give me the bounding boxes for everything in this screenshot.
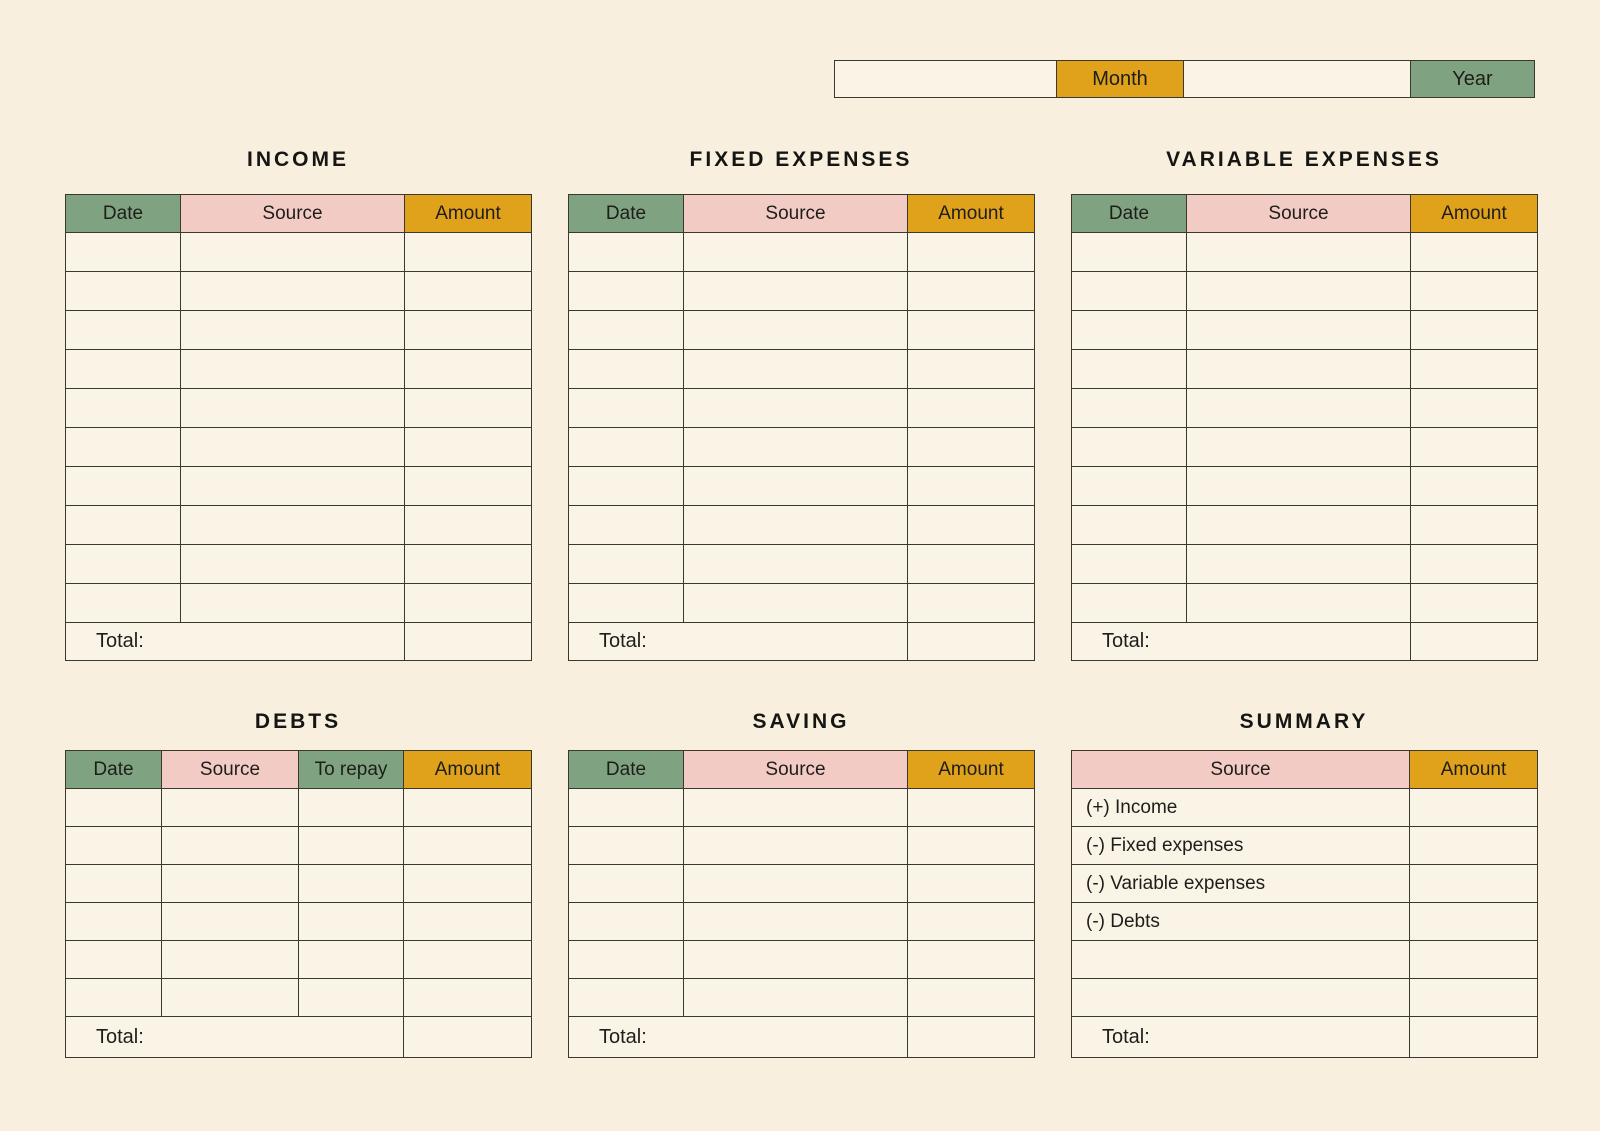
income-total-label: Total:: [66, 623, 405, 661]
variable-expenses-r1-amount-cell[interactable]: [1411, 233, 1538, 272]
income-row: [66, 272, 532, 311]
income-header-amount: Amount: [405, 195, 532, 233]
saving-r6-source-cell[interactable]: [684, 979, 908, 1017]
variable-expenses-row: [1072, 467, 1538, 506]
income-r6-source-cell[interactable]: [181, 428, 405, 467]
saving-total-amount-cell[interactable]: [908, 1017, 1035, 1058]
debts-r3-date-cell[interactable]: [66, 865, 162, 903]
debts-r4-source-cell[interactable]: [162, 903, 299, 941]
income-row: [66, 467, 532, 506]
variable-expenses-r1-source-cell[interactable]: [1187, 233, 1411, 272]
fixed-expenses-header-source: Source: [684, 195, 908, 233]
fixed-expenses-row: [569, 584, 1035, 623]
fixed-expenses-r7-date-cell[interactable]: [569, 467, 684, 506]
saving-r3-source-cell[interactable]: [684, 865, 908, 903]
variable-expenses-row: [1072, 428, 1538, 467]
saving-r1-source-cell[interactable]: [684, 789, 908, 827]
fixed-expenses-row: [569, 389, 1035, 428]
fixed-expenses-r4-amount-cell[interactable]: [908, 350, 1035, 389]
saving-r2-source-cell[interactable]: [684, 827, 908, 865]
saving-r5-source-cell[interactable]: [684, 941, 908, 979]
variable-expenses-row: [1072, 584, 1538, 623]
fixed-expenses-row: [569, 428, 1035, 467]
fixed-expenses-r5-date-cell[interactable]: [569, 389, 684, 428]
variable-expenses-r5-amount-cell[interactable]: [1411, 389, 1538, 428]
income-r9-date-cell[interactable]: [66, 545, 181, 584]
variable-expenses-row: [1072, 311, 1538, 350]
income-r2-source-cell[interactable]: [181, 272, 405, 311]
fixed-expenses-total-amount-cell[interactable]: [908, 623, 1035, 661]
variable-expenses-header-source: Source: [1187, 195, 1411, 233]
income-r9-source-cell[interactable]: [181, 545, 405, 584]
summary-header-source: Source: [1072, 751, 1410, 789]
variable-expenses-r8-date-cell[interactable]: [1072, 506, 1187, 545]
debts-r6-date-cell[interactable]: [66, 979, 162, 1017]
fixed-expenses-row: [569, 311, 1035, 350]
saving-row: [569, 789, 1035, 827]
debts-header-source: Source: [162, 751, 299, 789]
saving-section: [568, 710, 1034, 1058]
saving-row: [569, 903, 1035, 941]
income-header-source: Source: [181, 195, 405, 233]
variable-expenses-table: [1071, 194, 1538, 661]
saving-header-amount: Amount: [908, 751, 1035, 789]
summary-r1-amount-cell[interactable]: [1410, 789, 1538, 827]
summary-r3-amount-cell[interactable]: [1410, 865, 1538, 903]
debts-r6-to-repay-cell[interactable]: [299, 979, 404, 1017]
income-table-host: [65, 194, 531, 661]
variable-expenses-r2-amount-cell[interactable]: [1411, 272, 1538, 311]
summary-r5-source-cell[interactable]: [1072, 941, 1410, 979]
debts-total-amount-cell[interactable]: [404, 1017, 532, 1058]
variable-expenses-r3-date-cell[interactable]: [1072, 311, 1187, 350]
fixed-expenses-r10-source-cell[interactable]: [684, 584, 908, 623]
debts-r2-amount-cell[interactable]: [404, 827, 532, 865]
debts-section: [65, 710, 531, 1058]
debts-row: [66, 827, 532, 865]
variable-expenses-r2-source-cell[interactable]: [1187, 272, 1411, 311]
saving-r6-amount-cell[interactable]: [908, 979, 1035, 1017]
summary-row: [1072, 903, 1538, 941]
variable-expenses-r7-date-cell[interactable]: [1072, 467, 1187, 506]
income-r4-amount-cell[interactable]: [405, 350, 532, 389]
fixed-expenses-row: [569, 272, 1035, 311]
summary-row: [1072, 865, 1538, 903]
variable-expenses-r6-date-cell[interactable]: [1072, 428, 1187, 467]
debts-row: [66, 903, 532, 941]
saving-row: [569, 865, 1035, 903]
debts-row: [66, 941, 532, 979]
income-r7-date-cell[interactable]: [66, 467, 181, 506]
saving-r3-amount-cell[interactable]: [908, 865, 1035, 903]
summary-table: [1071, 750, 1538, 1058]
fixed-expenses-section: [568, 148, 1034, 661]
variable-expenses-row: [1072, 506, 1538, 545]
debts-r3-to-repay-cell[interactable]: [299, 865, 404, 903]
debts-r4-amount-cell[interactable]: [404, 903, 532, 941]
summary-section: [1071, 710, 1537, 1058]
fixed-expenses-r3-amount-cell[interactable]: [908, 311, 1035, 350]
fixed-expenses-r2-date-cell[interactable]: [569, 272, 684, 311]
summary-row: [1072, 941, 1538, 979]
variable-expenses-title: VARIABLE EXPENSES: [1166, 148, 1442, 171]
income-row: [66, 311, 532, 350]
fixed-expenses-total-row: [569, 623, 1035, 661]
income-r7-source-cell[interactable]: [181, 467, 405, 506]
debts-r5-amount-cell[interactable]: [404, 941, 532, 979]
variable-expenses-r9-source-cell[interactable]: [1187, 545, 1411, 584]
variable-expenses-r9-date-cell[interactable]: [1072, 545, 1187, 584]
fixed-expenses-r1-date-cell[interactable]: [569, 233, 684, 272]
month-year-bar: [834, 60, 1535, 98]
fixed-expenses-row: [569, 233, 1035, 272]
debts-r5-to-repay-cell[interactable]: [299, 941, 404, 979]
income-row: [66, 233, 532, 272]
fixed-expenses-r3-date-cell[interactable]: [569, 311, 684, 350]
variable-expenses-r10-amount-cell[interactable]: [1411, 584, 1538, 623]
debts-r4-to-repay-cell[interactable]: [299, 903, 404, 941]
fixed-expenses-r6-amount-cell[interactable]: [908, 428, 1035, 467]
saving-r4-date-cell[interactable]: [569, 903, 684, 941]
saving-total-label: Total:: [569, 1017, 908, 1058]
fixed-expenses-r1-amount-cell[interactable]: [908, 233, 1035, 272]
variable-expenses-total-row: [1072, 623, 1538, 661]
summary-r6-amount-cell[interactable]: [1410, 979, 1538, 1017]
variable-expenses-row: [1072, 545, 1538, 584]
income-r10-date-cell[interactable]: [66, 584, 181, 623]
variable-expenses-row: [1072, 233, 1538, 272]
income-title: INCOME: [247, 148, 349, 171]
variable-expenses-r3-source-cell[interactable]: [1187, 311, 1411, 350]
summary-r4-amount-cell[interactable]: [1410, 903, 1538, 941]
debts-row: [66, 979, 532, 1017]
fixed-expenses-r8-source-cell[interactable]: [684, 506, 908, 545]
saving-row: [569, 941, 1035, 979]
income-r1-amount-cell[interactable]: [405, 233, 532, 272]
debts-r1-source-cell[interactable]: [162, 789, 299, 827]
variable-expenses-row: [1072, 389, 1538, 428]
debts-r2-date-cell[interactable]: [66, 827, 162, 865]
fixed-expenses-row: [569, 467, 1035, 506]
summary-table-host: [1071, 750, 1537, 1058]
debts-table: [65, 750, 532, 1058]
fixed-expenses-r9-amount-cell[interactable]: [908, 545, 1035, 584]
income-r2-amount-cell[interactable]: [405, 272, 532, 311]
income-r1-date-cell[interactable]: [66, 233, 181, 272]
summary-r2-amount-cell[interactable]: [1410, 827, 1538, 865]
variable-expenses-header-date: Date: [1072, 195, 1187, 233]
income-r8-date-cell[interactable]: [66, 506, 181, 545]
debts-r1-date-cell[interactable]: [66, 789, 162, 827]
fixed-expenses-r4-date-cell[interactable]: [569, 350, 684, 389]
fixed-expenses-row: [569, 506, 1035, 545]
debts-r1-amount-cell[interactable]: [404, 789, 532, 827]
saving-r3-date-cell[interactable]: [569, 865, 684, 903]
variable-expenses-r2-date-cell[interactable]: [1072, 272, 1187, 311]
summary-total-label: Total:: [1072, 1017, 1410, 1058]
year-label: Year: [1410, 61, 1534, 97]
summary-r6-source-cell[interactable]: [1072, 979, 1410, 1017]
saving-table: [568, 750, 1035, 1058]
income-r3-source-cell[interactable]: [181, 311, 405, 350]
variable-expenses-r10-date-cell[interactable]: [1072, 584, 1187, 623]
summary-r3-source-cell[interactable]: (-) Variable expenses: [1072, 865, 1410, 903]
fixed-expenses-table-host: [568, 194, 1034, 661]
fixed-expenses-r10-amount-cell[interactable]: [908, 584, 1035, 623]
month-label: Month: [1056, 61, 1184, 97]
variable-expenses-r4-source-cell[interactable]: [1187, 350, 1411, 389]
income-r5-amount-cell[interactable]: [405, 389, 532, 428]
fixed-expenses-header-date: Date: [569, 195, 684, 233]
variable-expenses-header-amount: Amount: [1411, 195, 1538, 233]
income-table: [65, 194, 532, 661]
income-r7-amount-cell[interactable]: [405, 467, 532, 506]
income-r5-date-cell[interactable]: [66, 389, 181, 428]
summary-row: [1072, 789, 1538, 827]
debts-r3-amount-cell[interactable]: [404, 865, 532, 903]
income-row: [66, 506, 532, 545]
bottom-sections-row: [65, 710, 1537, 1058]
income-r5-source-cell[interactable]: [181, 389, 405, 428]
debts-r3-source-cell[interactable]: [162, 865, 299, 903]
variable-expenses-r4-date-cell[interactable]: [1072, 350, 1187, 389]
variable-expenses-r5-source-cell[interactable]: [1187, 389, 1411, 428]
variable-expenses-section: [1071, 148, 1537, 661]
saving-r5-amount-cell[interactable]: [908, 941, 1035, 979]
fixed-expenses-table: [568, 194, 1035, 661]
debts-r6-amount-cell[interactable]: [404, 979, 532, 1017]
income-r4-date-cell[interactable]: [66, 350, 181, 389]
debts-row: [66, 789, 532, 827]
saving-r1-date-cell[interactable]: [569, 789, 684, 827]
year-input[interactable]: [1184, 61, 1410, 97]
summary-total-row: [1072, 1017, 1538, 1058]
income-total-row: [66, 623, 532, 661]
fixed-expenses-r1-source-cell[interactable]: [684, 233, 908, 272]
summary-row: [1072, 827, 1538, 865]
summary-title: SUMMARY: [1239, 710, 1369, 733]
fixed-expenses-r8-amount-cell[interactable]: [908, 506, 1035, 545]
variable-expenses-r8-amount-cell[interactable]: [1411, 506, 1538, 545]
summary-r1-source-cell[interactable]: (+) Income: [1072, 789, 1410, 827]
debts-header-amount: Amount: [404, 751, 532, 789]
month-input[interactable]: [835, 61, 1056, 97]
fixed-expenses-r9-source-cell[interactable]: [684, 545, 908, 584]
income-row: [66, 545, 532, 584]
saving-row: [569, 827, 1035, 865]
fixed-expenses-r5-amount-cell[interactable]: [908, 389, 1035, 428]
income-row: [66, 350, 532, 389]
variable-expenses-r1-date-cell[interactable]: [1072, 233, 1187, 272]
saving-r5-date-cell[interactable]: [569, 941, 684, 979]
saving-r2-amount-cell[interactable]: [908, 827, 1035, 865]
saving-r6-date-cell[interactable]: [569, 979, 684, 1017]
variable-expenses-table-host: [1071, 194, 1537, 661]
income-r2-date-cell[interactable]: [66, 272, 181, 311]
summary-header-amount: Amount: [1410, 751, 1538, 789]
debts-r4-date-cell[interactable]: [66, 903, 162, 941]
debts-r5-source-cell[interactable]: [162, 941, 299, 979]
saving-r4-amount-cell[interactable]: [908, 903, 1035, 941]
debts-header-date: Date: [66, 751, 162, 789]
debts-table-host: [65, 750, 531, 1058]
saving-r2-date-cell[interactable]: [569, 827, 684, 865]
variable-expenses-r6-source-cell[interactable]: [1187, 428, 1411, 467]
variable-expenses-r4-amount-cell[interactable]: [1411, 350, 1538, 389]
fixed-expenses-r4-source-cell[interactable]: [684, 350, 908, 389]
income-r3-date-cell[interactable]: [66, 311, 181, 350]
fixed-expenses-r7-source-cell[interactable]: [684, 467, 908, 506]
variable-expenses-total-amount-cell[interactable]: [1411, 623, 1538, 661]
fixed-expenses-r3-source-cell[interactable]: [684, 311, 908, 350]
income-r8-source-cell[interactable]: [181, 506, 405, 545]
fixed-expenses-r7-amount-cell[interactable]: [908, 467, 1035, 506]
saving-r4-source-cell[interactable]: [684, 903, 908, 941]
saving-total-row: [569, 1017, 1035, 1058]
fixed-expenses-r8-date-cell[interactable]: [569, 506, 684, 545]
fixed-expenses-r9-date-cell[interactable]: [569, 545, 684, 584]
debts-r1-to-repay-cell[interactable]: [299, 789, 404, 827]
income-section: [65, 148, 531, 661]
income-r10-source-cell[interactable]: [181, 584, 405, 623]
summary-r4-source-cell[interactable]: (-) Debts: [1072, 903, 1410, 941]
saving-table-host: [568, 750, 1034, 1058]
variable-expenses-r9-amount-cell[interactable]: [1411, 545, 1538, 584]
fixed-expenses-title: FIXED EXPENSES: [689, 148, 913, 171]
fixed-expenses-header-amount: Amount: [908, 195, 1035, 233]
variable-expenses-r7-source-cell[interactable]: [1187, 467, 1411, 506]
debts-total-label: Total:: [66, 1017, 404, 1058]
income-row: [66, 389, 532, 428]
variable-expenses-r7-amount-cell[interactable]: [1411, 467, 1538, 506]
income-r10-amount-cell[interactable]: [405, 584, 532, 623]
fixed-expenses-r5-source-cell[interactable]: [684, 389, 908, 428]
fixed-expenses-row: [569, 350, 1035, 389]
top-sections-row: [65, 148, 1537, 661]
variable-expenses-r5-date-cell[interactable]: [1072, 389, 1187, 428]
saving-title: SAVING: [752, 710, 850, 733]
fixed-expenses-r10-date-cell[interactable]: [569, 584, 684, 623]
income-r4-source-cell[interactable]: [181, 350, 405, 389]
variable-expenses-row: [1072, 272, 1538, 311]
debts-header-to-repay: To repay: [299, 751, 404, 789]
income-r3-amount-cell[interactable]: [405, 311, 532, 350]
income-row: [66, 584, 532, 623]
income-r6-date-cell[interactable]: [66, 428, 181, 467]
saving-r1-amount-cell[interactable]: [908, 789, 1035, 827]
saving-header-source: Source: [684, 751, 908, 789]
debts-total-row: [66, 1017, 532, 1058]
fixed-expenses-r6-date-cell[interactable]: [569, 428, 684, 467]
summary-total-amount-cell[interactable]: [1410, 1017, 1538, 1058]
income-r1-source-cell[interactable]: [181, 233, 405, 272]
summary-r2-source-cell[interactable]: (-) Fixed expenses: [1072, 827, 1410, 865]
variable-expenses-r10-source-cell[interactable]: [1187, 584, 1411, 623]
fixed-expenses-r6-source-cell[interactable]: [684, 428, 908, 467]
variable-expenses-r3-amount-cell[interactable]: [1411, 311, 1538, 350]
income-header-date: Date: [66, 195, 181, 233]
debts-r5-date-cell[interactable]: [66, 941, 162, 979]
fixed-expenses-r2-source-cell[interactable]: [684, 272, 908, 311]
variable-expenses-r6-amount-cell[interactable]: [1411, 428, 1538, 467]
income-r6-amount-cell[interactable]: [405, 428, 532, 467]
variable-expenses-row: [1072, 350, 1538, 389]
debts-r2-to-repay-cell[interactable]: [299, 827, 404, 865]
variable-expenses-total-label: Total:: [1072, 623, 1411, 661]
saving-header-date: Date: [569, 751, 684, 789]
debts-title: DEBTS: [254, 710, 342, 733]
summary-r5-amount-cell[interactable]: [1410, 941, 1538, 979]
fixed-expenses-r2-amount-cell[interactable]: [908, 272, 1035, 311]
fixed-expenses-row: [569, 545, 1035, 584]
debts-r6-source-cell[interactable]: [162, 979, 299, 1017]
fixed-expenses-total-label: Total:: [569, 623, 908, 661]
summary-row: [1072, 979, 1538, 1017]
income-r8-amount-cell[interactable]: [405, 506, 532, 545]
debts-r2-source-cell[interactable]: [162, 827, 299, 865]
income-r9-amount-cell[interactable]: [405, 545, 532, 584]
income-total-amount-cell[interactable]: [405, 623, 532, 661]
saving-row: [569, 979, 1035, 1017]
variable-expenses-r8-source-cell[interactable]: [1187, 506, 1411, 545]
debts-row: [66, 865, 532, 903]
income-row: [66, 428, 532, 467]
